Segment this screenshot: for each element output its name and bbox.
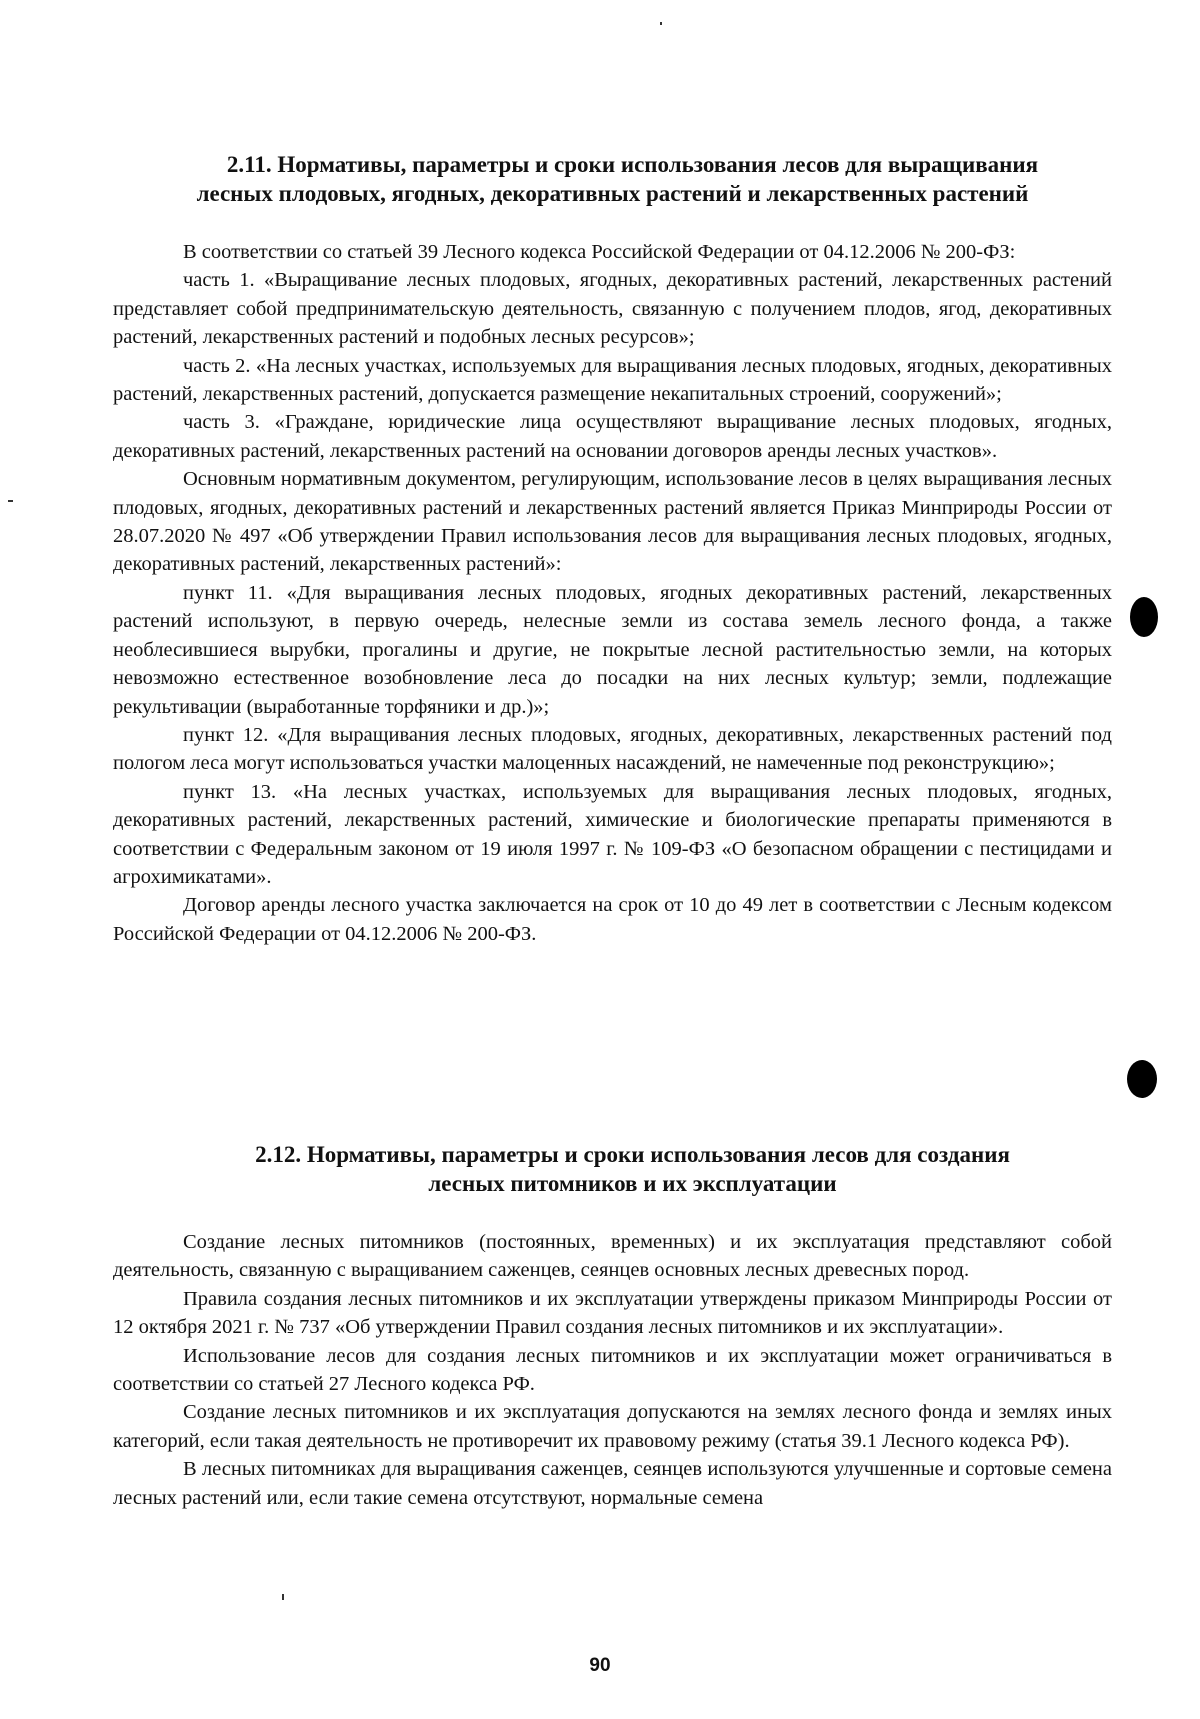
- section-title-line-1: 2.11. Нормативы, параметры и сроки использования лесов для выращивания: [226, 152, 1039, 177]
- paragraph: Создание лесных питомников (постоянных, временных) и их эксплуатация представляют собой деятельность, связанную с выращиванием саженцев, сеянцев основных лесных древесных пород.: [113, 1231, 1112, 1282]
- paragraph: В соответствии со статьей 39 Лесного кодекса Российской Федерации от 04.12.2006 № 200-ФЗ:: [183, 241, 1016, 263]
- scan-speck: [8, 500, 13, 502]
- paragraph: Основным нормативным документом, регулирующим, использование лесов в целях выращивания лесных плодовых, ягодных, декоративных растений и лекарственных растений является Приказ Минприроды России от 28.07.2020 № 497 «Об утверждении Правил использования лесов для выращивания лесных плодовых, ягодных, декоративных растений, лекарственных растений»:: [113, 468, 1112, 576]
- section-title-line-2: лесных питомников и их эксплуатации: [428, 1171, 837, 1196]
- paragraph: часть 2. «На лесных участках, используемых для выращивания лесных плодовых, ягодных, декоративных растений, лекарственных растений, допускается размещение некапитальных строений, сооружений»;: [113, 354, 1112, 406]
- paragraph: пункт 13. «На лесных участках, используемых для выращивания лесных плодовых, ягодных, декоративных растений, лекарственных растений, химические и биологические препараты применяются в соответствии с Федеральным законом от 19 июля 1997 г. № 109-ФЗ «О безопасном обращении с пестицидами и агрохимикатами».: [113, 780, 1112, 888]
- paragraph: Правила создания лесных питомников и их эксплуатации утверждены приказом Минприроды России от 12 октября 2021 г. № 737 «Об утверждении Правил создания лесных питомников и их эксплуатации».: [113, 1287, 1112, 1339]
- section-2-12: [113, 1140, 1112, 1512]
- paragraph: часть 1. «Выращивание лесных плодовых, ягодных, декоративных растений, лекарственных растений представляет собой предпринимательскую деятельность, связанную с получением плодов, ягод, декоративных растений, лекарственных растений и подобных лесных ресурсов»;: [113, 269, 1112, 349]
- section-heading: [113, 150, 1112, 208]
- paragraph: В лесных питомниках для выращивания саженцев, сеянцев используются улучшенные и сортовые семена лесных растений или, если такие семена отсутствуют, нормальные семена: [113, 1458, 1112, 1509]
- paragraph: пункт 11. «Для выращивания лесных плодовых, ягодных декоративных растений, лекарственных растений используют, в первую очередь, нелесные земли из состава земель лесного фонда, а также необлесившиеся вырубки, прогалины и другие, не покрытые лесной растительностью земли, на которых невозможно естественное возобновление леса до посадки на них лесных культур; земли, подлежащие рекультивации (выработанные торфяники и др.)»;: [113, 581, 1112, 718]
- paragraph: Договор аренды лесного участка заключается на срок от 10 до 49 лет в соответствии с Лесным кодексом Российской Федерации от 04.12.2006 № 200-ФЗ.: [113, 894, 1112, 945]
- section-2-11: [113, 150, 1112, 948]
- paragraph: часть 3. «Граждане, юридические лица осуществляют выращивание лесных плодовых, ягодных, декоративных растений, лекарственных растений на основании договоров аренды лесных участков».: [113, 411, 1112, 462]
- scan-speck: [660, 22, 662, 25]
- section-body: [113, 238, 1112, 948]
- paragraph: Создание лесных питомников и их эксплуатация допускаются на землях лесного фонда и землях иных категорий, если такая деятельность не противоречит их правовому режиму (статья 39.1 Лесного кодекса РФ).: [113, 1401, 1112, 1452]
- section-title-line-1: 2.12. Нормативы, параметры и сроки использования лесов для создания: [255, 1142, 1010, 1167]
- section-title-line-2: лесных плодовых, ягодных, декоративных растений и лекарственных растений: [196, 181, 1029, 206]
- page-number: 90: [589, 1655, 611, 1676]
- section-body: [113, 1228, 1112, 1512]
- punch-hole-mark: [1130, 597, 1158, 637]
- paragraph: Использование лесов для создания лесных питомников и их эксплуатации может ограничиваться в соответствии со статьей 27 Лесного кодекса РФ.: [113, 1344, 1112, 1396]
- paragraph: пункт 12. «Для выращивания лесных плодовых, ягодных, декоративных, лекарственных растений под пологом леса могут использоваться участки малоценных насаждений, не намеченные под реконструкцию»;: [113, 723, 1112, 775]
- scan-speck: [282, 1594, 284, 1600]
- punch-hole-mark: [1127, 1060, 1157, 1098]
- section-heading: [113, 1140, 1112, 1198]
